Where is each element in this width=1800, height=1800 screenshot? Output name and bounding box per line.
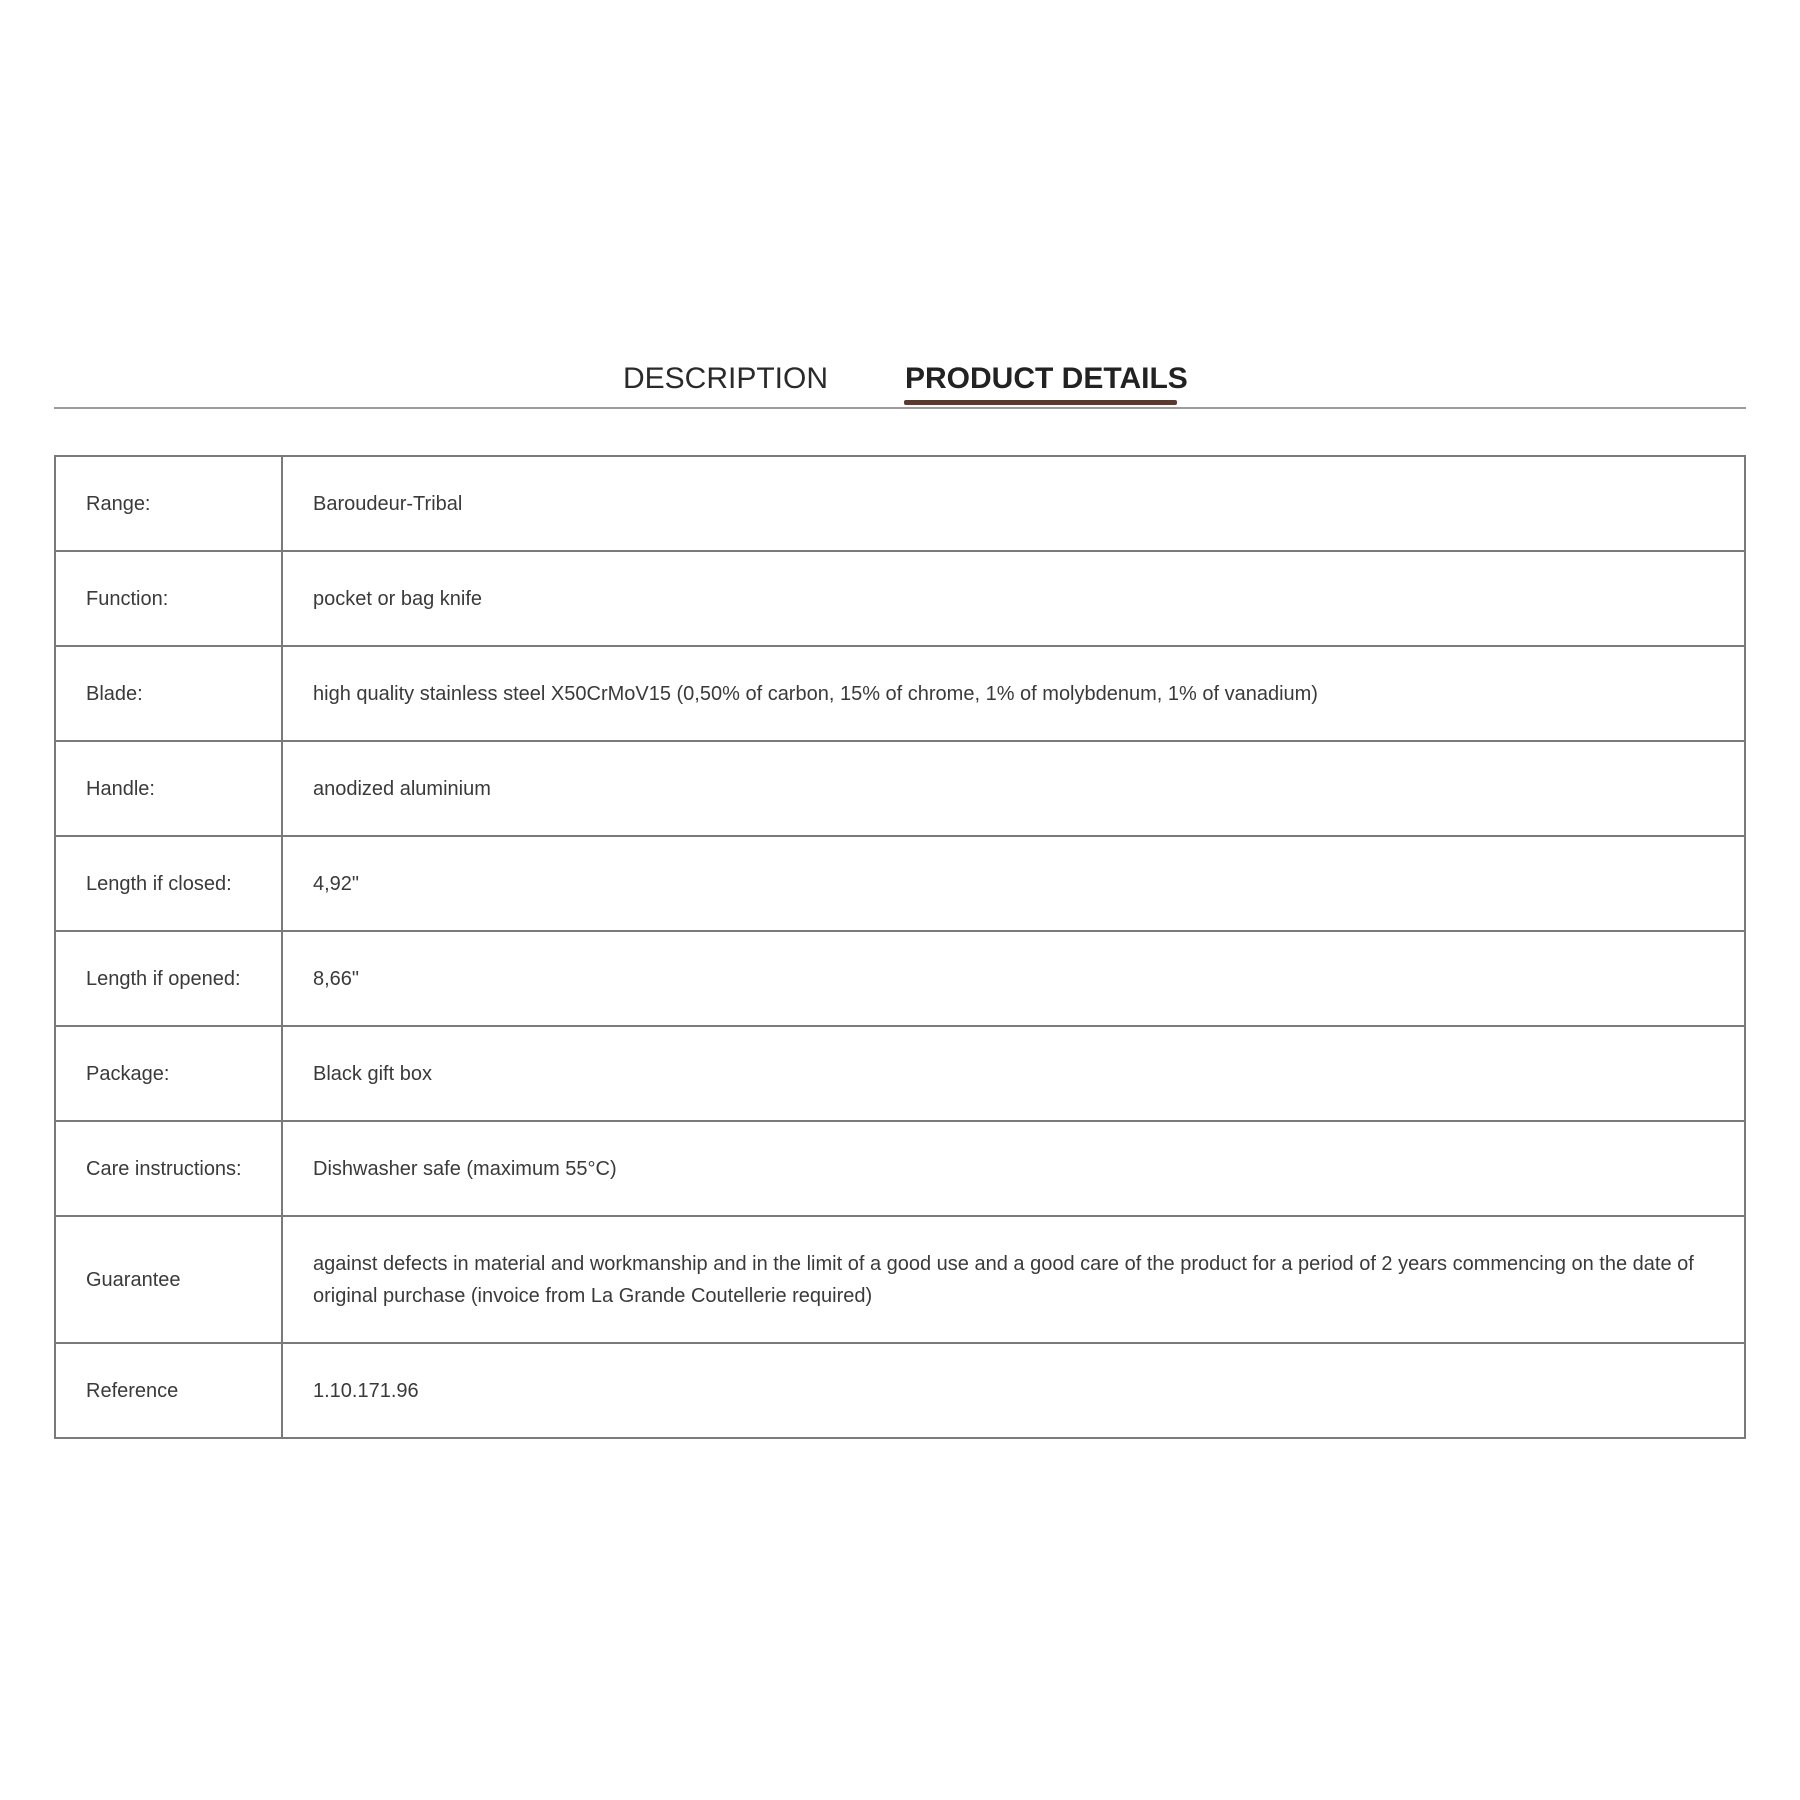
row-label-blade: Blade: [55, 646, 282, 741]
table-row [55, 741, 1745, 836]
row-label-length-closed: Length if closed: [55, 836, 282, 931]
row-value-reference: 1.10.171.96 [282, 1343, 1745, 1438]
table-row [55, 456, 1745, 551]
table-row [55, 1026, 1745, 1121]
row-label-length-opened: Length if opened: [55, 931, 282, 1026]
row-label-care-instructions: Care instructions: [55, 1121, 282, 1216]
row-value-length-closed: 4,92" [282, 836, 1745, 931]
row-value-guarantee: against defects in material and workmanship and in the limit of a good use and a good care of the product for a period of 2 years commencing on the date of original purchase (invoice from La Grande Coutellerie required) [282, 1216, 1745, 1343]
row-label-function: Function: [55, 551, 282, 646]
tab-product-details[interactable]: PRODUCT DETAILS [905, 362, 1188, 395]
row-value-function: pocket or bag knife [282, 551, 1745, 646]
table-row [55, 1216, 1745, 1343]
tab-bar [54, 355, 1746, 409]
row-label-guarantee: Guarantee [55, 1216, 282, 1343]
row-label-handle: Handle: [55, 741, 282, 836]
table-row [55, 551, 1745, 646]
row-value-handle: anodized aluminium [282, 741, 1745, 836]
active-tab-indicator [904, 400, 1177, 405]
row-value-care-instructions: Dishwasher safe (maximum 55°C) [282, 1121, 1745, 1216]
table-row [55, 646, 1745, 741]
table-row [55, 1121, 1745, 1216]
row-label-package: Package: [55, 1026, 282, 1121]
table-row [55, 836, 1745, 931]
table-row [55, 1343, 1745, 1438]
row-value-length-opened: 8,66" [282, 931, 1745, 1026]
product-details-table [54, 455, 1746, 1439]
row-value-blade: high quality stainless steel X50CrMoV15 (0,50% of carbon, 15% of chrome, 1% of molybdenum, 1% of vanadium) [282, 646, 1745, 741]
row-value-range: Baroudeur-Tribal [282, 456, 1745, 551]
row-label-reference: Reference [55, 1343, 282, 1438]
row-value-package: Black gift box [282, 1026, 1745, 1121]
tab-description[interactable]: DESCRIPTION [623, 362, 829, 395]
table-row [55, 931, 1745, 1026]
row-label-range: Range: [55, 456, 282, 551]
